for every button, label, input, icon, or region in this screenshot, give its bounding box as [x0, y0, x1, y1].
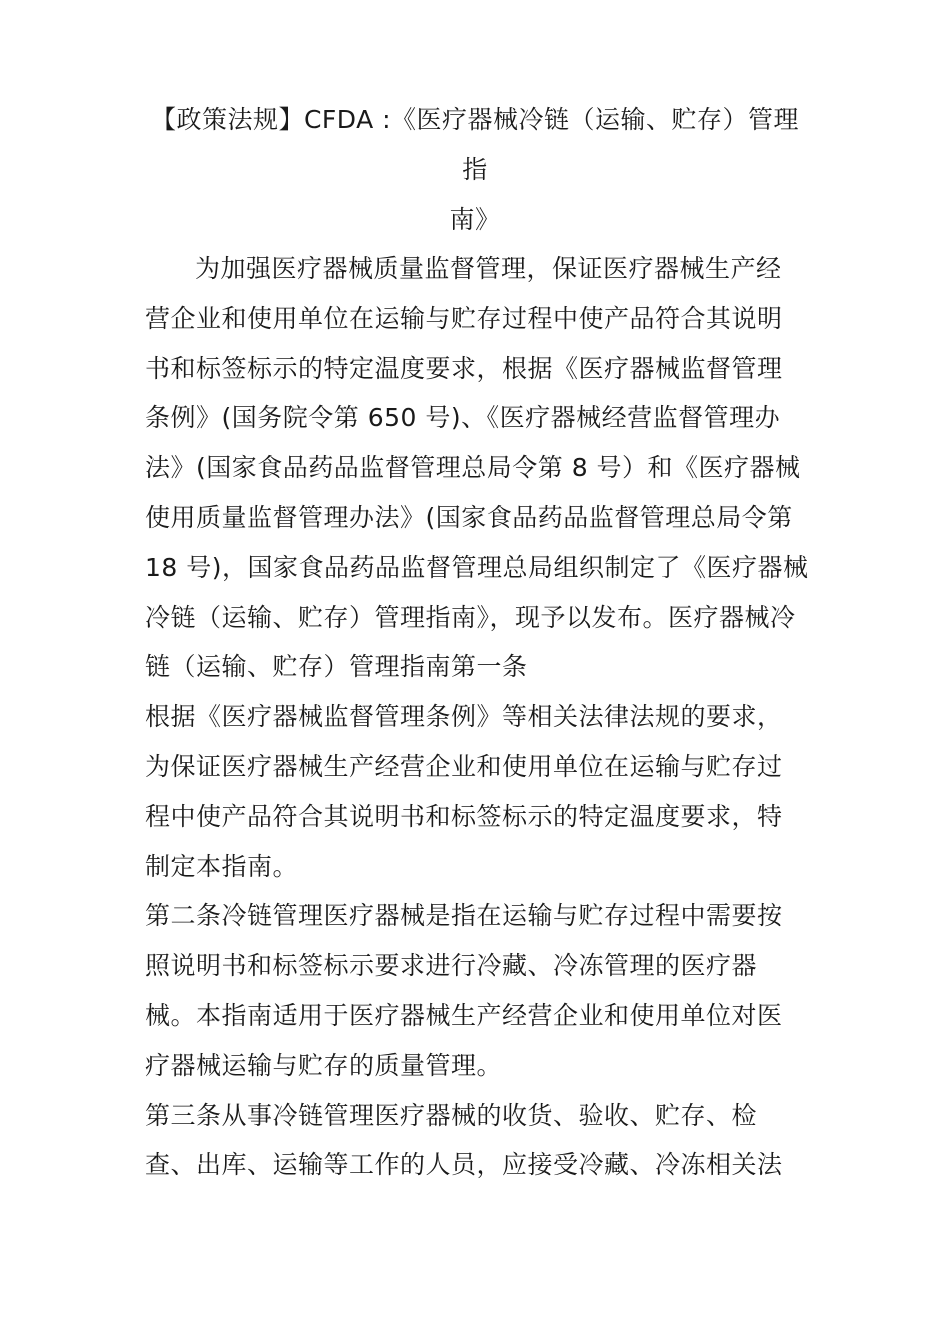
text-line: 查、出库、运输等工作的人员，应接受冷藏、冷冻相关法 [145, 1150, 783, 1180]
document-title: 【政策法规】CFDA :《医疗器械冷链（运输、贮存）管理指 南》 [150, 105, 800, 234]
text-line: 第三条从事冷链管理医疗器械的收货、验收、贮存、检 [145, 1100, 758, 1130]
text-line: 根据《医疗器械监督管理条例》等相关法律法规的要求， [145, 702, 783, 732]
text-line: 械。本指南适用于医疗器械生产经营企业和使用单位对医 [145, 1000, 783, 1030]
text-line: 为保证医疗器械生产经营企业和使用单位在运输与贮存过 [145, 751, 783, 781]
text-line: 法》(国家食品药品监督管理总局令第 8 号）和《医疗器械 [145, 453, 801, 483]
document-body [145, 244, 825, 1190]
text-line: 程中使产品符合其说明书和标签标示的特定温度要求，特 [145, 801, 783, 831]
text-line: 冷链（运输、贮存）管理指南》，现予以发布。医疗器械冷 [145, 602, 796, 632]
text-line: 营企业和使用单位在运输与贮存过程中使产品符合其说明 [145, 303, 783, 333]
text-line: 书和标签标示的特定温度要求，根据《医疗器械监督管理 [145, 353, 783, 383]
text-line: 条例》(国务院令第 650 号)、《医疗器械经营监督管理办 [145, 403, 781, 433]
text-line: 使用质量监督管理办法》(国家食品药品监督管理总局令第 [145, 502, 793, 532]
text-line: 第二条冷链管理医疗器械是指在运输与贮存过程中需要按 [145, 901, 783, 931]
text-line: 疗器械运输与贮存的质量管理。 [145, 1050, 503, 1080]
text-line: 链（运输、贮存）管理指南第一条 [145, 652, 528, 682]
text-line: 为加强医疗器械质量监督管理，保证医疗器械生产经 [195, 254, 782, 283]
text-line: 18 号)，国家食品药品监督管理总局组织制定了《医疗器械 [145, 552, 809, 582]
text-line: 制定本指南。 [145, 851, 299, 881]
text-line: 照说明书和标签标示要求进行冷藏、冷冻管理的医疗器 [145, 951, 758, 981]
